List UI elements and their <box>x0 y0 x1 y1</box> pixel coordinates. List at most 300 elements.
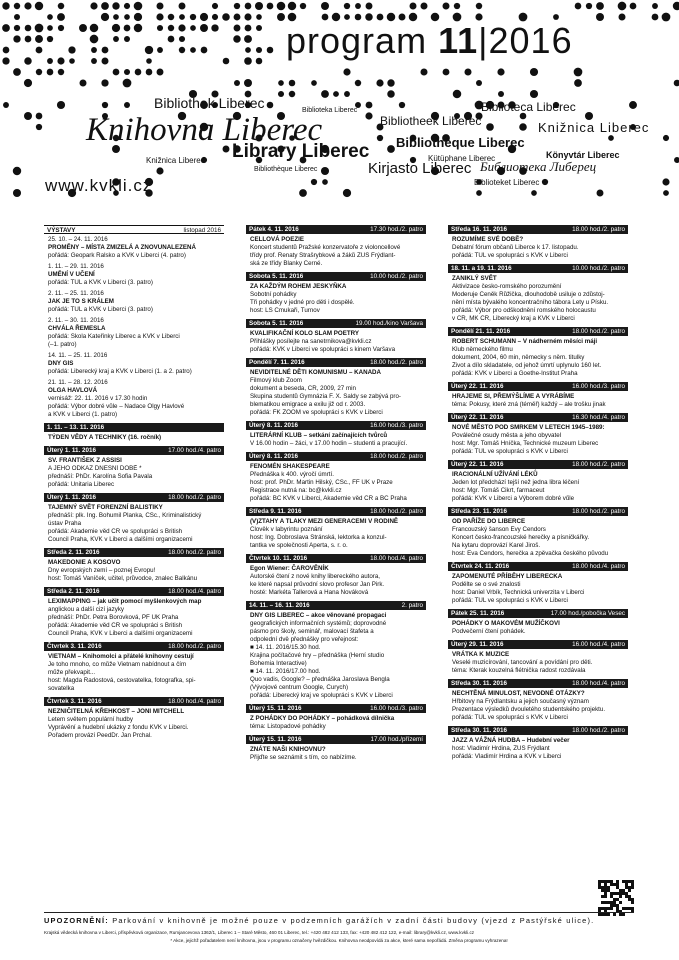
event-line: (Vývojové centrum Google, Curych) <box>250 684 349 691</box>
qr-module <box>604 907 607 910</box>
qr-module <box>619 892 622 895</box>
event-title: VRÁTKA K MUZICE <box>452 651 510 658</box>
event-body <box>44 455 224 489</box>
decor-dot <box>256 25 262 31</box>
decor-dot <box>157 47 163 53</box>
event-date: Čtvrtek 24. 11. 2016 <box>451 563 510 570</box>
qr-module <box>628 880 631 883</box>
decor-dot <box>321 90 329 98</box>
decor-dot <box>366 3 373 10</box>
decor-dot <box>288 2 296 10</box>
decor-dot <box>663 190 669 196</box>
cloud-word: Библиотека Либерец <box>480 159 597 174</box>
qr-module <box>631 901 634 904</box>
decor-dot <box>168 14 174 20</box>
event-header <box>246 319 426 328</box>
decor-dot <box>190 47 196 53</box>
decor-dot <box>102 58 109 65</box>
decor-dot <box>420 68 427 75</box>
qr-module <box>628 889 631 892</box>
event-item <box>250 330 426 354</box>
cloud-word: Biblioteka Liberec <box>302 107 358 114</box>
decor-dot <box>476 190 482 196</box>
decor-dot <box>101 13 109 21</box>
qr-module <box>598 880 601 883</box>
event-line: přednáší: PhDr. Petra Borovková, PF UK Praha <box>48 614 179 621</box>
event-date: Pondělí 7. 11. 2016 <box>249 359 305 366</box>
event-body <box>448 688 628 722</box>
program-event <box>44 548 224 583</box>
qr-module <box>625 880 628 883</box>
event-date: Středa 2. 11. 2016 <box>47 588 100 595</box>
event-date: Úterý 1. 11. 2016 <box>47 494 97 501</box>
program-event <box>448 609 628 636</box>
decor-dot <box>179 47 185 53</box>
event-body <box>448 336 628 378</box>
qr-module <box>631 886 634 889</box>
decor-dot <box>25 36 32 43</box>
event-header <box>44 548 224 557</box>
notice-label: UPOZORNĚNÍ: <box>44 916 109 925</box>
program-column-3 <box>448 225 628 765</box>
cloud-word: Biblioteket Liberec <box>474 178 540 187</box>
event-title: VIETNAM – Knihomolci a přátelé knihovny cestují <box>48 653 194 660</box>
event-line: pořádá: Unitaria Liberec <box>48 481 115 488</box>
decor-dot <box>674 80 679 87</box>
event-date: Středa 23. 11. 2016 <box>451 508 508 515</box>
event-line: Krajina počítačové hry – přednáška (Herní studio <box>250 652 385 659</box>
event-line: dokument, 2004, 60 min, německy s něm. titulky <box>452 354 585 361</box>
event-header <box>448 264 628 273</box>
event-date: Sobota 5. 11. 2016 <box>249 273 304 280</box>
event-line: pořádá: FK ZOOM ve spolupráci s KVK v Liberci <box>250 409 383 416</box>
decor-dot <box>102 102 108 108</box>
event-time-place: 2. patro <box>401 602 423 609</box>
decor-dot <box>14 25 20 31</box>
event-line: Na kytaru doprovází Karel Jiroš. <box>452 542 541 549</box>
event-title: ZA KAŽDÝM ROHEM JESKYŇKA <box>250 283 347 290</box>
event-item-date: 21. 11. – 28. 12. 2016 <box>48 379 108 386</box>
decor-dot <box>399 102 405 108</box>
event-item <box>250 236 426 268</box>
event-body <box>246 234 426 268</box>
event-line: anglickou a další cizí jazyky <box>48 606 125 613</box>
decor-dot <box>234 25 241 32</box>
event-body <box>448 391 628 409</box>
event-line: Dny evropských zemí – poznej Evropu! <box>48 567 156 574</box>
program-event <box>448 726 628 761</box>
event-title: ZNÁTE NAŠI KNIHOVNU? <box>250 746 326 753</box>
decor-dot <box>134 2 143 11</box>
event-header <box>246 358 426 367</box>
decor-dot <box>58 3 65 10</box>
decor-dot <box>289 91 295 97</box>
decor-dot <box>574 68 583 77</box>
event-item-date: 14. 11. – 25. 11. 2016 <box>48 352 108 359</box>
event-header <box>448 640 628 649</box>
library-address: Krajská vědecká knihovna v Liberci, příspěvková organizace, Rumjancevova 1362/1, Liberec 1 – Staré Město, 460 01 Liberec, tel.: +420 482 412 133, fax: +420 482 412 122, e-mail: library@kvkli.cz, www.kvkli.cz <box>44 930 475 935</box>
event-item <box>452 275 628 323</box>
website-url[interactable]: www.kvkli.cz <box>45 176 153 195</box>
event-body <box>44 234 224 419</box>
decor-dot <box>366 102 373 109</box>
event-header <box>448 562 628 571</box>
decor-dot <box>24 57 31 64</box>
program-event <box>448 640 628 675</box>
decor-dot <box>344 3 350 9</box>
decor-dot <box>486 123 494 131</box>
program-event <box>246 452 426 503</box>
event-line: host: Ing. Dobroslava Stránská, lektorka a konzul- <box>250 534 387 541</box>
footnote: * Akce, jejichž pořadatelem není knihovna, jsou v programu označeny hvězdičkou. Knihovna neodpovídá za akce, které sama nepořádá. Změna programu vyhrazena! <box>170 938 508 943</box>
qr-module <box>610 901 613 904</box>
cloud-word: Könyvtár Liberec <box>546 150 620 160</box>
event-header <box>44 642 224 651</box>
decor-dot <box>47 58 53 64</box>
event-time-place: 18.00 hod./2. patro <box>370 359 423 366</box>
event-item <box>48 504 224 544</box>
decor-dot <box>156 167 163 174</box>
event-date: VÝSTAVY <box>47 227 76 234</box>
event-line: host: LS Čmukaři, Turnov <box>250 307 320 314</box>
event-line: Přihlášky posílejte na sanetrnikova@kvkli.cz <box>250 338 372 345</box>
event-line: Vyprávění a hudební ukázky z fondu KVK v Liberci. <box>48 724 189 731</box>
decor-dot <box>530 90 538 98</box>
event-item <box>48 317 224 349</box>
decor-dot <box>278 91 284 97</box>
event-time-place: 10.00 hod./2. patro <box>572 265 625 272</box>
event-line: Tři pohádky v jedné pro děti i dospělé. <box>250 299 355 306</box>
decor-dot <box>168 25 174 31</box>
decor-dot <box>244 57 252 65</box>
decor-dot <box>212 14 218 20</box>
event-item <box>250 518 426 550</box>
program-event <box>246 421 426 448</box>
event-date: Čtvrtek 3. 11. 2016 <box>47 643 102 650</box>
qr-module <box>610 892 613 895</box>
decor-dot <box>13 35 20 42</box>
decor-dot <box>124 69 130 75</box>
event-date: Středa 30. 11. 2016 <box>451 680 508 687</box>
event-line: Council Praha, KVK v Liberci a dalšími organizacemi <box>48 630 193 637</box>
decor-dot <box>47 69 54 76</box>
event-body <box>246 610 426 700</box>
event-item <box>48 263 224 287</box>
qr-module <box>601 895 604 898</box>
decor-dot <box>36 124 42 130</box>
event-date: 18. 11. a 19. 11. 2016 <box>451 265 512 272</box>
decor-dot <box>134 24 142 32</box>
event-header <box>246 272 426 281</box>
decor-dot <box>24 112 32 120</box>
decor-dot <box>79 79 86 86</box>
decor-dot <box>200 13 208 21</box>
decor-dot <box>2 24 10 32</box>
event-line: pořádá: Liberecký kraj a KVK v Liberci (1. a 2. patro) <box>48 368 192 375</box>
decor-dot <box>333 91 339 97</box>
program-column-1 <box>44 225 224 744</box>
event-time-place: 18.00 hod./2. patro <box>572 226 625 233</box>
event-item <box>250 432 426 448</box>
event-body <box>448 422 628 456</box>
decor-dot <box>321 2 329 10</box>
decor-dot <box>79 24 87 32</box>
decor-dot <box>14 14 20 20</box>
event-line: v ČR, MK ČR, Liberecký kraj a KVK v Liberci <box>452 315 575 322</box>
page-title <box>286 20 573 62</box>
event-header <box>246 225 426 234</box>
event-body <box>448 649 628 675</box>
decor-dot <box>113 69 120 76</box>
decor-dot <box>608 135 614 141</box>
event-header <box>44 423 224 432</box>
event-line: Život a dílo skladatele, od jehož úmrtí uplynulo 160 let. <box>452 362 602 369</box>
event-item <box>48 457 224 489</box>
decor-dot <box>497 68 504 75</box>
event-line: Autorské čtení z nové knihy libereckého autora, <box>250 573 381 580</box>
program-event <box>448 562 628 605</box>
decor-dot <box>212 3 218 9</box>
event-title: UMĚNÍ V UČENÍ <box>48 271 95 278</box>
decor-dot <box>453 90 462 99</box>
decor-dot <box>156 2 163 9</box>
event-time-place: 18.00 hod./2. patro <box>168 494 221 501</box>
event-item <box>250 715 426 731</box>
program-event <box>448 460 628 503</box>
program-event <box>246 507 426 550</box>
decor-dot <box>387 79 394 86</box>
event-header <box>246 421 426 430</box>
event-item <box>452 737 628 761</box>
program-event <box>246 704 426 731</box>
event-line: ská ze třídy Blanky Černé. <box>250 260 323 267</box>
event-title: LITERÁRNÍ KLUB – setkání začínajících tvůrců <box>250 432 388 439</box>
event-line: Hřbitovy na Frýdlantsku a jejich současný význam <box>452 698 589 705</box>
event-date: Úterý 22. 11. 2016 <box>451 414 504 421</box>
event-time-place: 19.00 hod./kino Varšava <box>355 320 423 327</box>
event-title: Z POHÁDKY DO POHÁDKY – pohádková dílnička <box>250 715 395 722</box>
decor-dot <box>519 123 527 131</box>
event-line: pořádá: TUL ve spolupráci s KVK v Liberci <box>452 714 568 721</box>
qr-module <box>616 898 619 901</box>
decor-dot <box>376 79 383 86</box>
qr-module <box>601 907 604 910</box>
decor-dot <box>25 25 32 32</box>
event-line: host: Tomáš Vaníček, učitel, průvodce, znalec Balkánu <box>48 575 198 582</box>
event-body <box>44 596 224 638</box>
decor-dot <box>574 79 582 87</box>
event-line: Poválečné osudy města a jeho obyvatel <box>452 432 562 439</box>
decor-dot <box>245 25 252 32</box>
decor-dot <box>454 3 460 9</box>
decor-dot <box>57 13 65 21</box>
decor-dot <box>409 2 416 9</box>
event-line: pořádá: KVK v Liberci ve spolupráci s kinem Varšava <box>250 346 396 353</box>
program-event <box>448 225 628 260</box>
qr-module <box>625 883 628 886</box>
decor-dot <box>662 178 669 185</box>
event-date: Úterý 22. 11. 2016 <box>451 383 504 390</box>
event-title: TÝDEN VĚDY A TECHNIKY (16. ročník) <box>48 434 162 441</box>
qr-module <box>616 892 619 895</box>
qr-module <box>619 901 622 904</box>
decor-dot <box>289 80 296 87</box>
decor-dot <box>355 80 361 86</box>
decor-dot <box>343 189 351 197</box>
cloud-word: Kütüphane Liberec <box>428 154 496 163</box>
event-line: přednáší: plk. Ing. Bohumil Planka, CSc., Kriminalistický <box>48 512 202 519</box>
decor-dot <box>673 2 679 10</box>
decor-dot <box>245 3 252 10</box>
decor-dot <box>35 35 43 43</box>
event-line: Koncert studentů Pražské konzervatoře z violoncellové <box>250 244 401 251</box>
event-line: Filmový klub Zoom <box>250 377 302 384</box>
qr-module <box>613 883 616 886</box>
decor-dot <box>57 57 64 64</box>
qr-module <box>610 883 613 886</box>
decor-dot <box>267 3 274 10</box>
decor-dot <box>13 68 21 76</box>
decor-dot <box>244 79 252 87</box>
program-event <box>44 493 224 544</box>
event-item <box>250 463 426 503</box>
event-time-place: 18.00 hod./4. patro <box>572 563 625 570</box>
event-line: host: Eva Cendors, herečka a zpěvačka českého původu <box>452 550 609 557</box>
decor-dot <box>179 14 185 20</box>
event-line: přednáší: PhDr. Karolína Sofia Pavala <box>48 473 153 480</box>
event-line: A JEHO ODKAZ DNEŠNÍ DOBĚ * <box>48 465 142 472</box>
event-item <box>48 653 224 693</box>
event-line: ■ 14. 11. 2016/17.00 hod. <box>250 668 321 675</box>
event-time-place: 17.00 hod./4. patro <box>168 447 221 454</box>
event-line: Moderuje Čeněk Růžička, dlouhodobě usiluje o zdůstoj- <box>452 291 605 298</box>
event-header <box>448 507 628 516</box>
event-title: OD PAŘÍŽE DO LIBERCE <box>452 518 526 525</box>
event-item <box>48 236 224 260</box>
event-line: Debatní fórum občanů Liberce k 17. listopadu. <box>452 244 579 251</box>
decor-dot <box>145 46 153 54</box>
event-header <box>44 225 224 234</box>
event-title: CHVÁLA ŘEMESLA <box>48 325 106 332</box>
event-item-date: 2. 11. – 30. 11. 2016 <box>48 317 104 324</box>
event-date: Pondělí 21. 11. 2016 <box>451 328 511 335</box>
event-title: JAK JE TO S KRÁLEM <box>48 298 114 305</box>
decor-dot <box>530 68 538 76</box>
event-line: (–1. patro) <box>48 341 77 348</box>
event-date: Sobota 5. 11. 2016 <box>249 320 304 327</box>
event-line: Skupina studentů Gymnázia F. X. Šaldy se zabývá pro- <box>250 393 401 400</box>
decor-dot <box>618 2 627 11</box>
decor-dot <box>156 13 163 20</box>
event-time-place: 17.00 hod./pobočka Vesec <box>550 610 625 617</box>
decor-dot <box>157 25 163 31</box>
decor-dot <box>596 13 604 21</box>
event-line: pořádá: TUL ve spolupráci s KVK v Liberci <box>452 252 568 259</box>
qr-module <box>598 886 601 889</box>
decor-dot <box>498 91 504 97</box>
event-line: pořádá: Akademie věd ČR ve spolupráci s British <box>48 622 183 629</box>
program-event <box>448 679 628 722</box>
event-line: host: Vladimír Hrdina, ZUŠ Frýdlant <box>452 745 550 752</box>
event-item <box>452 471 628 503</box>
qr-module <box>601 886 604 889</box>
event-line: Quo vadis, Google? – přednáška Jaroslava Bengla <box>250 676 390 683</box>
event-line: pořádá: Vladimír Hrdina a KVK v Liberci <box>452 753 562 760</box>
event-header <box>44 493 224 502</box>
event-line: Je toho mnoho, co může Vietnam nabídnout a čím <box>48 661 187 668</box>
qr-module <box>607 907 610 910</box>
event-line: pásmo pro školy, seminář, malovací štafeta a <box>250 628 374 635</box>
decor-dot <box>245 47 251 53</box>
event-line: tantka ve společnosti Aperta, s. r. o. <box>250 542 348 549</box>
event-time-place: 18.00 hod./2. patro <box>370 453 423 460</box>
qr-module <box>601 901 604 904</box>
decor-dot <box>442 2 449 9</box>
decor-dot <box>112 24 120 32</box>
event-item <box>48 352 224 376</box>
event-time-place: 16.00 hod./3. patro <box>572 383 625 390</box>
event-line: host: prof. PhDr. Martin Hilský, CSc., FF UK v Praze <box>250 479 393 486</box>
event-time-place: 18.00 hod./4. patro <box>370 555 423 562</box>
title-separator: | <box>478 20 489 61</box>
event-title: CELLOVÁ POEZIE <box>250 236 304 243</box>
program-event <box>448 327 628 378</box>
qr-module <box>616 880 619 883</box>
decor-dot <box>531 190 537 196</box>
decor-dot <box>2 57 9 64</box>
event-item <box>48 708 224 740</box>
event-body <box>246 281 426 315</box>
qr-module <box>619 895 622 898</box>
event-body <box>246 713 426 731</box>
qr-module <box>631 883 634 886</box>
decor-dot <box>542 179 548 185</box>
decor-dot <box>90 35 99 44</box>
decor-dot <box>190 25 196 31</box>
event-item <box>452 620 628 636</box>
decor-dot <box>57 101 65 109</box>
program-event <box>246 225 426 268</box>
event-header <box>448 679 628 688</box>
qr-module <box>613 898 616 901</box>
qr-module <box>613 901 616 904</box>
decor-dot <box>135 69 142 76</box>
event-date: Středa 2. 11. 2016 <box>47 549 100 556</box>
event-date: Úterý 15. 11. 2016 <box>249 736 302 743</box>
qr-module <box>613 892 616 895</box>
decor-dot <box>420 2 427 9</box>
event-title: TAJEMNÝ SVĚT FORENZNÍ BALISTIKY <box>48 504 163 511</box>
decor-dot <box>112 2 119 9</box>
event-line: Podvečerní čtení pohádek. <box>452 628 526 635</box>
event-line: Council Praha, KVK v Liberci a dalšími organizacemi <box>48 536 193 543</box>
qr-module <box>610 907 613 910</box>
event-body <box>44 502 224 544</box>
event-line: pořádá: BC KVK v Liberci, Akademie věd ČR a BC Praha <box>250 495 407 502</box>
event-header <box>246 507 426 516</box>
cloud-word: Bibliothèque Liberec <box>396 135 525 150</box>
decor-dot <box>244 35 252 43</box>
decor-dot <box>91 58 97 64</box>
event-title: HRAJEME SI, PŘEMÝŠLÍME A VYRÁBÍME <box>452 393 575 400</box>
event-time-place: 18.00 hod./4. patro <box>572 680 625 687</box>
event-title: Egon Wiener: ČAROVĚNÍK <box>250 565 329 572</box>
qr-module <box>628 907 631 910</box>
event-line: může překvapit... <box>48 669 96 676</box>
decor-dot <box>311 80 317 86</box>
decor-dot <box>629 101 637 109</box>
decor-dot <box>586 3 592 9</box>
